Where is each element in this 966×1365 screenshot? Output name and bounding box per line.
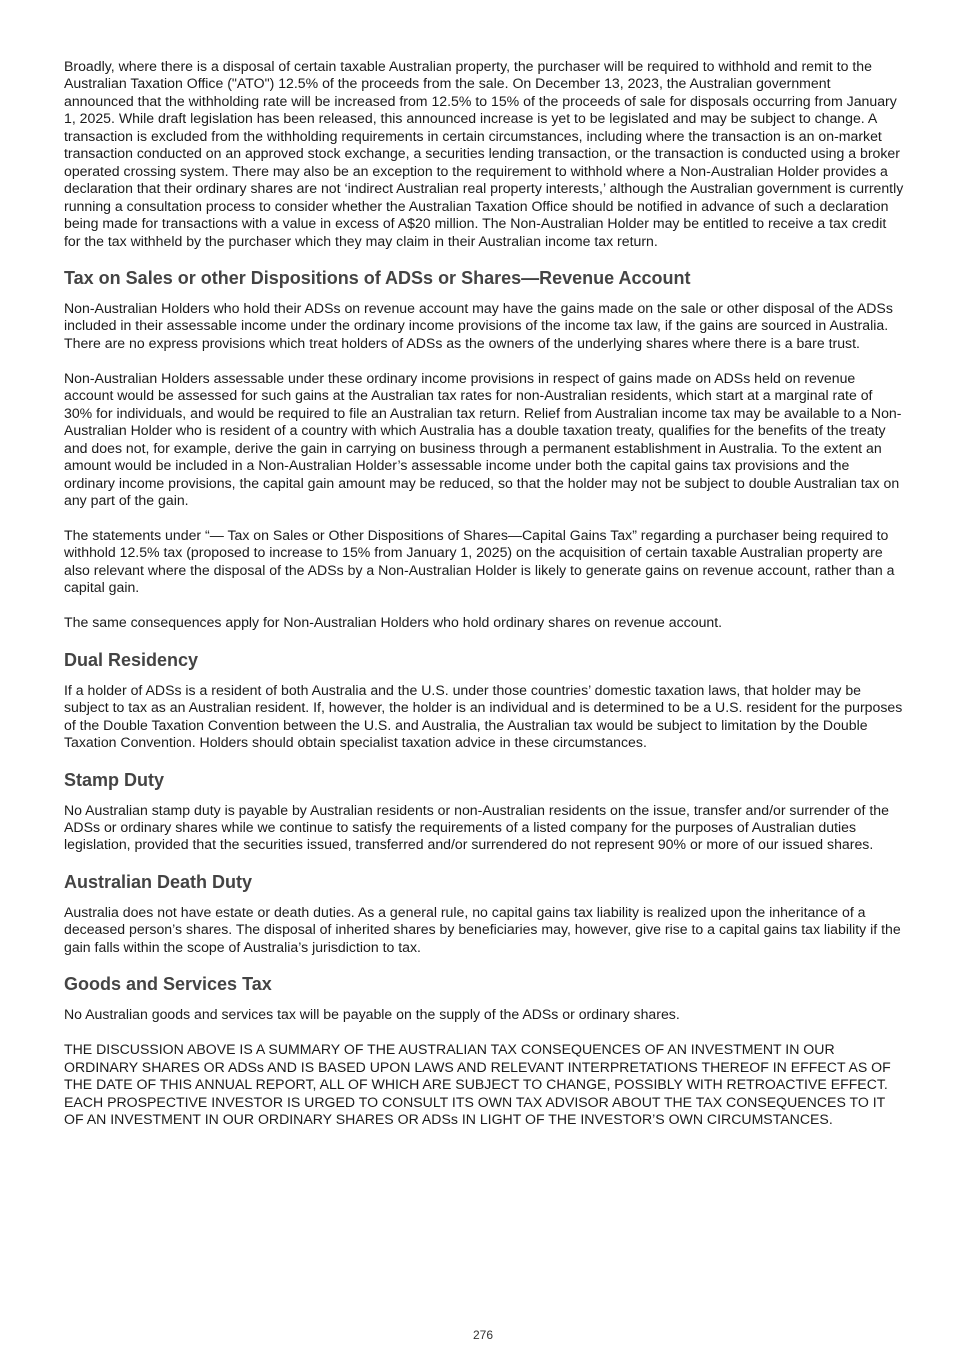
revenue-account-paragraph-2: Non-Australian Holders assessable under these ordinary income provisions in respect of gains made on ADSs held on revenue account would be assessed for such gains at the Australian tax rates for non-Australian residents, which start at a marginal rate of 30% for individuals, and would be required to file an Australian tax return. Relief from Australian income tax may be available to a Non-Australian Holder who is resident of a country with which Australia has a double taxation treaty, qualifies for the benefits of the treaty and does not, for example, derive the gain in carrying on business through a permanent establishment in Australia. To the extent an amount would be included in a Non-Australian Holder’s assessable income under both the capital gains tax provisions and the ordinary income provisions, the capital gain amount may be reduced, so that the holder may not be subject to double Australian tax on any part of the gain. <box>64 369 902 509</box>
page-number: 276 <box>472 1328 494 1342</box>
revenue-account-paragraph-4: The same consequences apply for Non-Australian Holders who hold ordinary shares on revenue account. <box>64 614 723 631</box>
revenue-account-heading: Tax on Sales or other Dispositions of ADSs or Shares—Revenue Account <box>64 267 691 288</box>
stamp-duty-paragraph: No Australian stamp duty is payable by Australian residents or non-Australian residents on the issue, transfer and/or surrender of the ADSs or ordinary shares while we continue to satisfy the requirements of a listed company for the purposes of Australian duties legislation, provided that the securities issued, transferred and/or surrendered do not represent 90% or more of our issued shares. <box>64 801 889 853</box>
death-duty-heading: Australian Death Duty <box>64 871 253 892</box>
dual-residency-heading: Dual Residency <box>64 649 199 670</box>
intro-withholding-paragraph: Broadly, where there is a disposal of certain taxable Australian property, the purchaser will be required to withhold and remit to the Australian Taxation Office ("ATO") 12.5% of the proceeds from the sale. On December 13, 2023, the Australian government announced that the withholding rate will be increased from 12.5% to 15% of the proceeds of sale for disposals occurring from January 1, 2025. While draft legislation has been released, this announced increase is yet to be legislated and may be subject to change. A transaction is excluded from the withholding requirements in certain circumstances, including where the transaction is an on-market transaction conducted on an approved stock exchange, a securities lending transaction, or the transaction is conducted using a broker operated crossing system. There may also be an exception to the requirement to withhold where a Non-Australian Holder provides a declaration that their ordinary shares are not ‘indirect Australian real property interests,’ although the Australian government is currently running a consultation process to consider whether the Australian Taxation Office should be notified in advance of such a declaration being made for transactions with a value in excess of A$20 million. The Non-Australian Holder may be entitled to receive a tax credit for the tax withheld by the purchaser which they may claim in their Australian income tax return. <box>64 58 904 249</box>
death-duty-paragraph: Australia does not have estate or death duties. As a general rule, no capital gains tax liability is realized upon the inheritance of a deceased person’s shares. The disposal of inherited shares by beneficiaries may, however, give rise to a capital gains tax liability if the gain falls within the scope of Australia’s jurisdiction to tax. <box>64 903 901 955</box>
revenue-account-paragraph-3: The statements under “— Tax on Sales or Other Dispositions of Shares—Capital Gains Tax” regarding a purchaser being required to withhold 12.5% tax (proposed to increase to 15% from January 1, 2025) on the acquisition of certain taxable Australian property are also relevant where the disposal of the ADSs by a Non-Australian Holder is likely to generate gains on revenue account, rather than a capital gain. <box>64 526 895 596</box>
stamp-duty-heading: Stamp Duty <box>64 769 165 790</box>
disclaimer-paragraph: THE DISCUSSION ABOVE IS A SUMMARY OF THE AUSTRALIAN TAX CONSEQUENCES OF AN INVESTMENT IN OUR ORDINARY SHARES OR ADSs AND IS BASED UPON LAWS AND RELEVANT INTERPRETATIONS THEREOF IN EFFECT AS OF THE DATE OF THIS ANNUAL REPORT, ALL OF WHICH ARE SUBJECT TO CHANGE, POSSIBLY WITH RETROACTIVE EFFECT. EACH PROSPECTIVE INVESTOR IS URGED TO CONSULT ITS OWN TAX ADVISOR ABOUT THE TAX CONSEQUENCES TO IT OF AN INVESTMENT IN OUR ORDINARY SHARES OR ADSs IN LIGHT OF THE INVESTOR’S OWN CIRCUMSTANCES. <box>64 1041 891 1128</box>
dual-residency-paragraph: If a holder of ADSs is a resident of both Australia and the U.S. under those countries’ domestic taxation laws, that holder may be subject to tax as an Australian resident. If, however, the holder is an individual and is determined to be a U.S. resident for the purposes of the Double Taxation Convention between the U.S. and Australia, the Australian tax would be subject to limitation by the Double Taxation Convention. Holders should obtain specialist taxation advice in these circumstances. <box>64 681 903 751</box>
revenue-account-paragraph-1: Non-Australian Holders who hold their ADSs on revenue account may have the gains made on the sale or other disposal of the ADSs included in their assessable income under the ordinary income provisions of the income tax law, if the gains are sourced in Australia. There are no express provisions which treat holders of ADSs as the owners of the underlying shares where there is a bare trust. <box>64 299 893 351</box>
document-page <box>64 58 904 1128</box>
gst-heading: Goods and Services Tax <box>64 974 272 995</box>
gst-paragraph: No Australian goods and services tax will be payable on the supply of the ADSs or ordinary shares. <box>64 1006 680 1023</box>
